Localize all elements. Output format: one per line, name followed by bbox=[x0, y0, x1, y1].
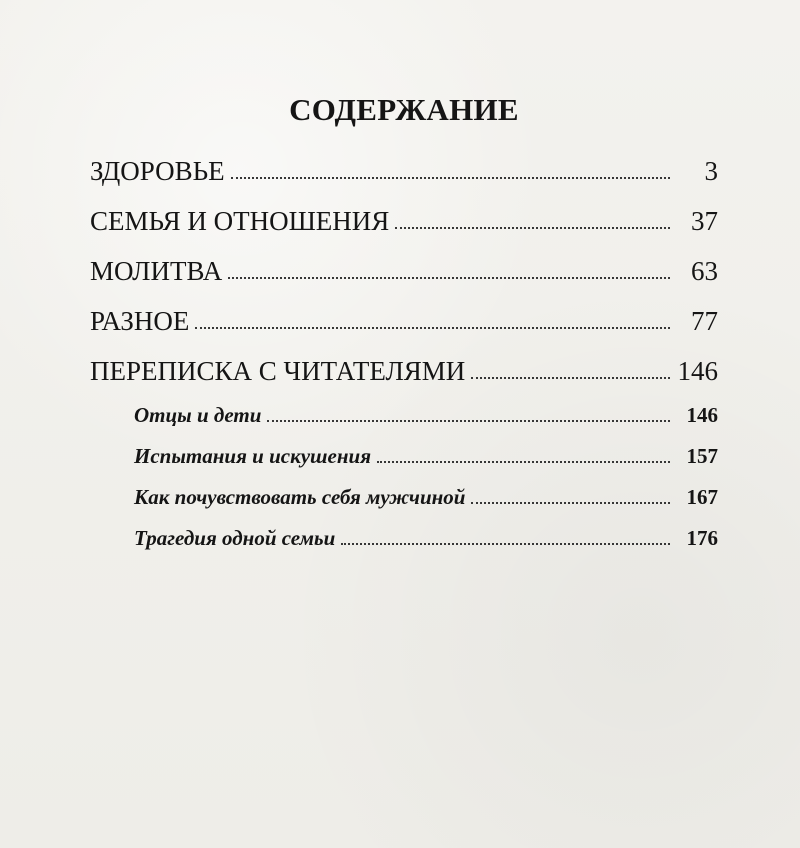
leader-dots bbox=[341, 543, 670, 545]
table-of-contents bbox=[90, 92, 718, 562]
leader-dots bbox=[267, 420, 670, 422]
toc-entry-label: МОЛИТВА bbox=[90, 256, 223, 286]
toc-subentry-label: Испытания и искушения bbox=[134, 444, 372, 468]
leader-dots bbox=[377, 461, 670, 463]
toc-subentry-label: Как почувствовать себя мужчиной bbox=[134, 485, 466, 509]
page-title: СОДЕРЖАНИЕ bbox=[289, 92, 519, 127]
toc-subentry-page: 176 bbox=[686, 526, 718, 550]
toc-entry bbox=[90, 337, 718, 387]
toc-subentry bbox=[134, 428, 718, 469]
toc-entry-page: 3 bbox=[704, 156, 718, 186]
toc-subentry bbox=[134, 510, 718, 551]
toc-entry bbox=[90, 287, 718, 337]
leader-dots bbox=[231, 177, 670, 179]
toc-subentry-page: 157 bbox=[686, 444, 718, 468]
toc-entry bbox=[90, 142, 718, 187]
toc-entry bbox=[90, 187, 718, 237]
toc-subentry-label: Отцы и дети bbox=[134, 403, 262, 427]
toc-subentry-page: 146 bbox=[686, 403, 718, 427]
toc-entry-label: РАЗНОЕ bbox=[90, 306, 190, 336]
toc-subentry bbox=[134, 387, 718, 428]
toc-subentry bbox=[134, 469, 718, 510]
leader-dots bbox=[471, 377, 670, 379]
toc-entry-page: 63 bbox=[691, 256, 718, 286]
toc-entry-page: 146 bbox=[677, 356, 718, 386]
toc-entry bbox=[90, 237, 718, 287]
leader-dots bbox=[471, 502, 670, 504]
toc-list bbox=[90, 142, 718, 551]
toc-entry-page: 77 bbox=[691, 306, 718, 336]
toc-subentry-page: 167 bbox=[686, 485, 718, 509]
leader-dots bbox=[228, 277, 670, 279]
toc-entry-label: ЗДОРОВЬЕ bbox=[90, 156, 225, 186]
toc-entry-page: 37 bbox=[691, 206, 718, 236]
toc-entry-label: СЕМЬЯ И ОТНОШЕНИЯ bbox=[90, 206, 390, 236]
leader-dots bbox=[195, 327, 670, 329]
toc-subentry-label: Трагедия одной семьи bbox=[134, 526, 336, 550]
toc-entry-label: ПЕРЕПИСКА С ЧИТАТЕЛЯМИ bbox=[90, 356, 466, 386]
leader-dots bbox=[395, 227, 670, 229]
